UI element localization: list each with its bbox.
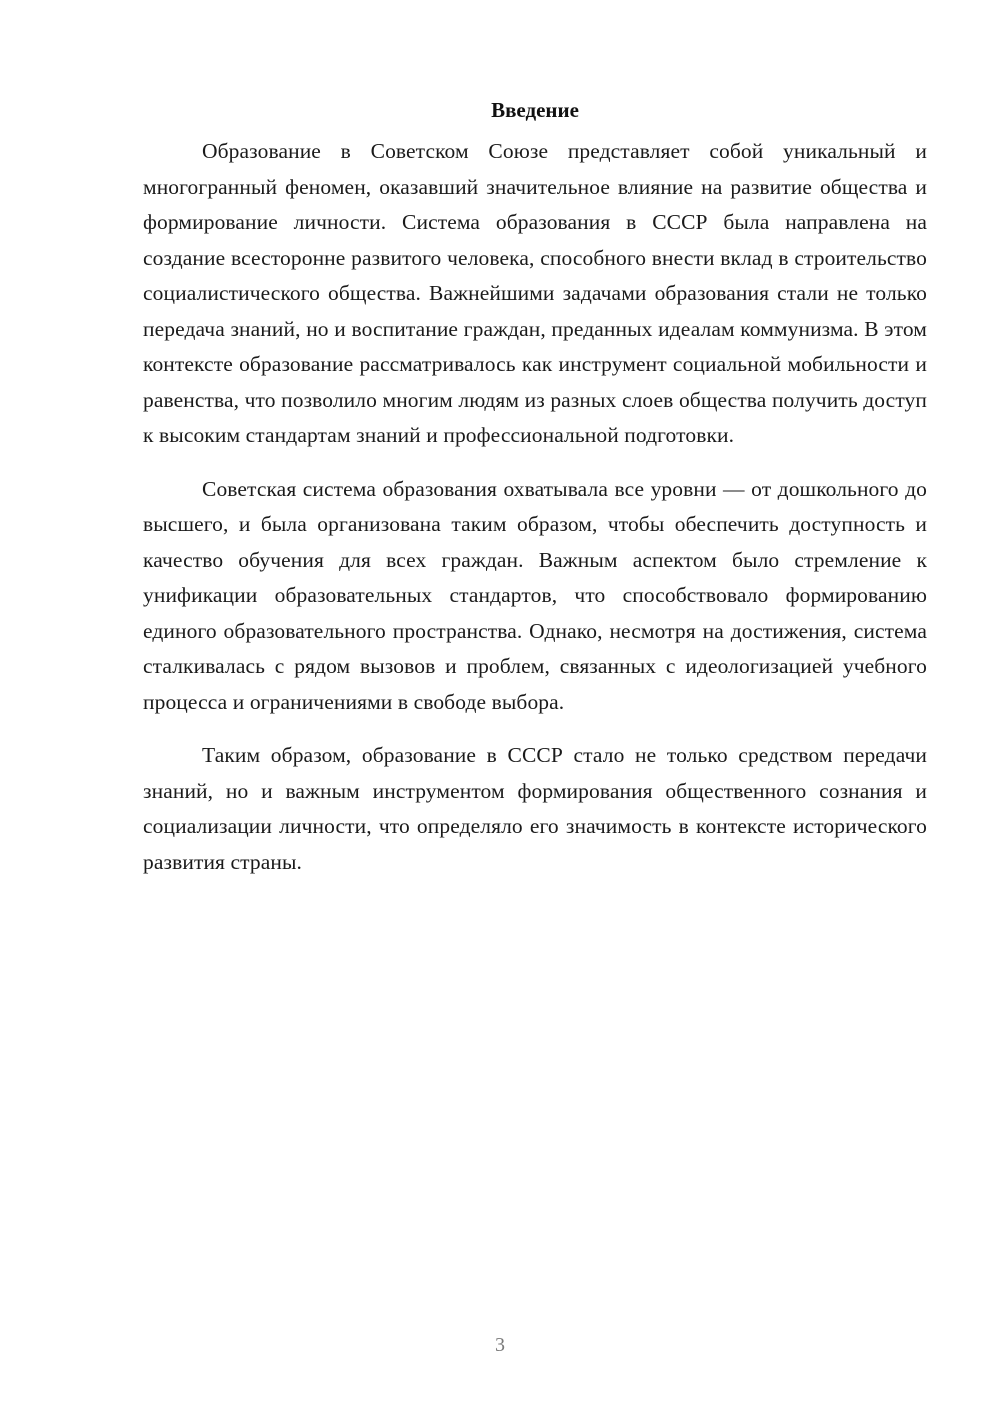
paragraph-1: Образование в Советском Союзе представляет собой уникальный и многогранный феномен, оказавший значительное влияние на развитие общества и формирование личности. Система образования в СССР была направлена на создание всесторонне развитого человека, способного внести вклад в строительство социалистического общества. Важнейшими задачами образования стали не только передача знаний, но и воспитание граждан, преданных идеалам коммунизма. В этом контексте образование рассматривалось как инструмент социальной мобильности и равенства, что позволило многим людям из разных слоев общества получить доступ к высоким стандартам знаний и профессиональной подготовки. (143, 139, 927, 447)
page-content (143, 92, 927, 898)
page-number: 3 (495, 1334, 505, 1356)
paragraph-3: Таким образом, образование в СССР стало не только средством передачи знаний, но и важным инструментом формирования общественного сознания и социализации личности, что определяло его значимость в контексте исторического развития страны. (143, 743, 927, 874)
section-heading: Введение (491, 98, 579, 122)
paragraph-2: Советская система образования охватывала все уровни — от дошкольного до высшего, и была организована таким образом, чтобы обеспечить доступность и качество обучения для всех граждан. Важным аспектом было стремление к унификации образовательных стандартов, что способствовало формированию единого образовательного пространства. Однако, несмотря на достижения, система сталкивалась с рядом вызовов и проблем, связанных с идеологизацией учебного процесса и ограничениями в свободе выбора. (143, 476, 927, 714)
